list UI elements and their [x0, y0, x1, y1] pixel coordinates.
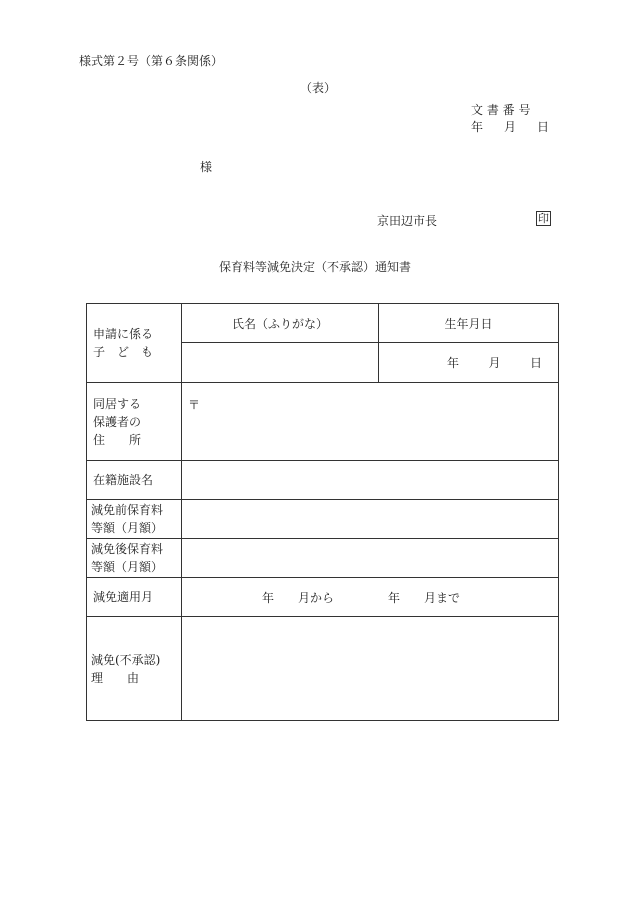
seal-mark	[536, 210, 551, 226]
period-from-year: 年	[262, 590, 275, 605]
issuer: 京田辺市長	[377, 214, 438, 228]
date-year: 年	[471, 120, 484, 134]
fee-after-label-cell	[87, 539, 182, 578]
period-to-year: 年	[388, 590, 401, 605]
fee-after-line1: 減免後保育料	[91, 542, 164, 556]
child-label	[87, 325, 181, 361]
fee-before-label	[87, 501, 181, 537]
fee-before-line2: 等額（月額）	[91, 521, 164, 535]
period-label-cell	[87, 578, 182, 617]
child-name-field[interactable]	[182, 343, 379, 383]
date-month: 月	[503, 120, 516, 134]
postal-mark: 〒	[188, 398, 201, 412]
guardian-label-line3: 住 所	[93, 432, 142, 447]
birth-year: 年	[447, 356, 460, 370]
doc-number	[471, 101, 549, 118]
guardian-address-field[interactable]	[182, 383, 559, 461]
fee-before-label-cell	[87, 500, 182, 539]
name-header: 氏名（ふりがな）	[182, 304, 379, 343]
facility-label: 在籍施設名	[93, 473, 154, 487]
child-label-line1: 申請に係る	[93, 327, 154, 341]
fee-after-line2: 等額（月額）	[91, 560, 164, 574]
issue-date	[471, 118, 549, 135]
side-label: （表）	[300, 81, 337, 95]
period-label: 減免適用月	[93, 590, 154, 604]
reason-line1: 減免(不承認)	[91, 652, 161, 667]
child-label-line2: 子 ど も	[93, 345, 154, 359]
period-field[interactable]	[182, 578, 559, 617]
notice-table	[86, 303, 559, 721]
fee-after-field[interactable]	[182, 539, 559, 578]
birth-header: 生年月日	[379, 304, 559, 343]
date-day: 日	[536, 120, 549, 134]
facility-label-cell	[87, 461, 182, 500]
period-from-month: 月から	[298, 590, 335, 605]
document-title: 保育料等減免決定（不承認）通知書	[218, 260, 411, 274]
seal-label: 印	[538, 212, 549, 225]
guardian-label-cell	[87, 383, 182, 461]
guardian-label-line1: 同居する	[93, 396, 142, 411]
birth-date-field[interactable]	[379, 343, 559, 383]
fee-before-field[interactable]	[182, 500, 559, 539]
reason-label-cell	[87, 617, 182, 721]
guardian-label-line2: 保護者の	[93, 414, 142, 429]
reason-field[interactable]	[182, 617, 559, 721]
child-label-cell	[87, 304, 182, 383]
doc-number-label: 文 書 番 号	[471, 103, 531, 117]
fee-after-label	[87, 540, 181, 576]
birth-month: 月	[488, 356, 501, 370]
period-to-month: 月まで	[424, 590, 461, 605]
birth-day: 日	[529, 356, 542, 370]
form-number: 様式第２号（第６条関係）	[79, 54, 224, 68]
reason-label	[87, 651, 181, 687]
guardian-label	[87, 395, 181, 449]
recipient-suffix: 様	[200, 160, 213, 174]
facility-field[interactable]	[182, 461, 559, 500]
fee-before-line1: 減免前保育料	[91, 503, 164, 517]
period-text	[182, 589, 558, 606]
reason-line2: 理 由	[91, 670, 140, 685]
